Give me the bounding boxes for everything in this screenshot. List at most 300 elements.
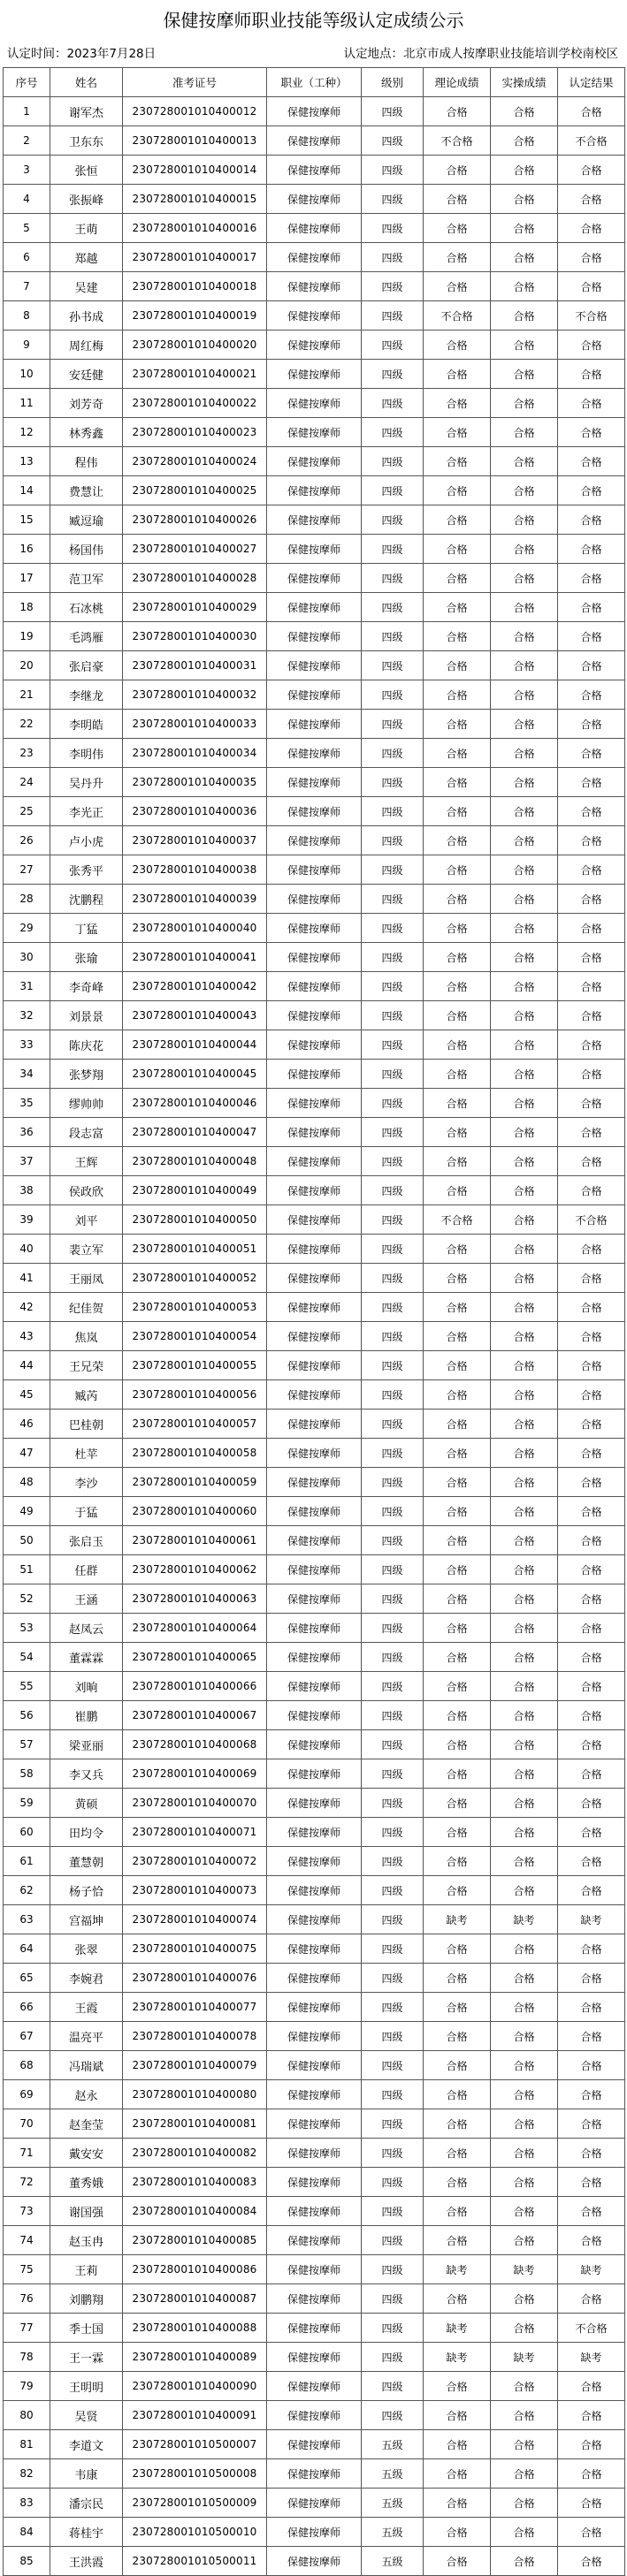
practical-score-cell: 合格 bbox=[491, 710, 558, 739]
seq-cell: 67 bbox=[4, 2022, 50, 2051]
seq-cell: 60 bbox=[4, 1818, 50, 1847]
theory-score-cell: 合格 bbox=[424, 2022, 491, 2051]
table-row bbox=[4, 1410, 625, 1439]
result-cell: 合格 bbox=[558, 1964, 625, 1993]
occupation-cell: 保健按摩师 bbox=[267, 2547, 362, 2576]
exam-number-cell: 230728001010500011 bbox=[123, 2547, 267, 2576]
occupation-cell: 保健按摩师 bbox=[267, 447, 362, 476]
result-cell: 合格 bbox=[558, 535, 625, 564]
seq-cell: 35 bbox=[4, 1089, 50, 1118]
table-row bbox=[4, 1351, 625, 1380]
result-cell: 合格 bbox=[558, 389, 625, 418]
table-row bbox=[4, 1555, 625, 1584]
seq-cell: 82 bbox=[4, 2459, 50, 2489]
seq-cell: 72 bbox=[4, 2168, 50, 2197]
theory-score-cell: 合格 bbox=[424, 243, 491, 272]
result-cell: 合格 bbox=[558, 272, 625, 301]
name-cell: 毛鸿雁 bbox=[50, 622, 123, 651]
seq-cell: 41 bbox=[4, 1264, 50, 1293]
table-row bbox=[4, 2197, 625, 2226]
name-cell: 刘鹏翔 bbox=[50, 2284, 123, 2314]
level-cell: 四级 bbox=[362, 2109, 424, 2139]
results-table bbox=[3, 67, 625, 2576]
theory-score-cell: 合格 bbox=[424, 447, 491, 476]
occupation-cell: 保健按摩师 bbox=[267, 2518, 362, 2547]
table-row bbox=[4, 1701, 625, 1730]
exam-number-cell: 230728001010400033 bbox=[123, 710, 267, 739]
level-cell: 四级 bbox=[362, 97, 424, 126]
occupation-cell: 保健按摩师 bbox=[267, 1730, 362, 1759]
occupation-cell: 保健按摩师 bbox=[267, 2284, 362, 2314]
result-cell: 合格 bbox=[558, 2547, 625, 2576]
theory-score-cell: 合格 bbox=[424, 214, 491, 243]
seq-cell: 47 bbox=[4, 1439, 50, 1468]
table-row bbox=[4, 1876, 625, 1905]
level-cell: 四级 bbox=[362, 2197, 424, 2226]
exam-number-cell: 230728001010400060 bbox=[123, 1497, 267, 1526]
name-cell: 董秀娥 bbox=[50, 2168, 123, 2197]
practical-score-cell: 合格 bbox=[491, 1205, 558, 1235]
table-row bbox=[4, 1643, 625, 1672]
theory-score-cell: 合格 bbox=[424, 2547, 491, 2576]
practical-score-cell: 合格 bbox=[491, 564, 558, 593]
seq-cell: 65 bbox=[4, 1964, 50, 1993]
table-row bbox=[4, 1934, 625, 1964]
exam-number-cell: 230728001010400069 bbox=[123, 1759, 267, 1789]
name-cell: 张恒 bbox=[50, 156, 123, 185]
occupation-cell: 保健按摩师 bbox=[267, 1993, 362, 2022]
exam-number-cell: 230728001010400049 bbox=[123, 1176, 267, 1205]
name-cell: 王萌 bbox=[50, 214, 123, 243]
practical-score-cell: 合格 bbox=[491, 331, 558, 360]
table-row bbox=[4, 214, 625, 243]
result-cell: 合格 bbox=[558, 2051, 625, 2080]
name-cell: 宫福坤 bbox=[50, 1905, 123, 1934]
level-cell: 四级 bbox=[362, 1993, 424, 2022]
theory-score-cell: 合格 bbox=[424, 1293, 491, 1322]
result-cell: 合格 bbox=[558, 447, 625, 476]
table-row bbox=[4, 651, 625, 680]
theory-score-cell: 合格 bbox=[424, 1322, 491, 1351]
occupation-cell: 保健按摩师 bbox=[267, 1818, 362, 1847]
table-row bbox=[4, 1468, 625, 1497]
table-row bbox=[4, 301, 625, 331]
level-cell: 四级 bbox=[362, 1235, 424, 1264]
table-row bbox=[4, 2401, 625, 2430]
level-cell: 五级 bbox=[362, 2459, 424, 2489]
level-cell: 四级 bbox=[362, 389, 424, 418]
result-cell: 合格 bbox=[558, 797, 625, 826]
level-cell: 四级 bbox=[362, 1876, 424, 1905]
result-cell: 合格 bbox=[558, 1584, 625, 1614]
theory-score-cell: 合格 bbox=[424, 97, 491, 126]
theory-score-cell: 合格 bbox=[424, 1730, 491, 1759]
name-cell: 梁亚丽 bbox=[50, 1730, 123, 1759]
name-cell: 安廷健 bbox=[50, 360, 123, 389]
practical-score-cell: 合格 bbox=[491, 1876, 558, 1905]
theory-score-cell: 合格 bbox=[424, 1060, 491, 1089]
level-cell: 四级 bbox=[362, 331, 424, 360]
exam-number-cell: 230728001010400023 bbox=[123, 418, 267, 447]
occupation-cell: 保健按摩师 bbox=[267, 1905, 362, 1934]
exam-number-cell: 230728001010400024 bbox=[123, 447, 267, 476]
table-row bbox=[4, 1526, 625, 1555]
table-row bbox=[4, 2314, 625, 2343]
result-cell: 合格 bbox=[558, 1235, 625, 1264]
header-level: 级别 bbox=[362, 68, 424, 97]
exam-number-cell: 230728001010400083 bbox=[123, 2168, 267, 2197]
table-row bbox=[4, 2051, 625, 2080]
theory-score-cell: 合格 bbox=[424, 1118, 491, 1147]
practical-score-cell: 合格 bbox=[491, 2547, 558, 2576]
practical-score-cell: 合格 bbox=[491, 1060, 558, 1089]
theory-score-cell: 合格 bbox=[424, 1934, 491, 1964]
exam-number-cell: 230728001010400029 bbox=[123, 593, 267, 622]
practical-score-cell: 合格 bbox=[491, 2430, 558, 2459]
seq-cell: 23 bbox=[4, 739, 50, 768]
practical-score-cell: 合格 bbox=[491, 360, 558, 389]
name-cell: 田均令 bbox=[50, 1818, 123, 1847]
result-cell: 缺考 bbox=[558, 2343, 625, 2372]
result-cell: 合格 bbox=[558, 418, 625, 447]
result-cell: 合格 bbox=[558, 943, 625, 972]
name-cell: 王涵 bbox=[50, 1584, 123, 1614]
seq-cell: 61 bbox=[4, 1847, 50, 1876]
occupation-cell: 保健按摩师 bbox=[267, 1235, 362, 1264]
table-row bbox=[4, 1322, 625, 1351]
seq-cell: 48 bbox=[4, 1468, 50, 1497]
exam-number-cell: 230728001010400044 bbox=[123, 1030, 267, 1060]
name-cell: 赵奎莹 bbox=[50, 2109, 123, 2139]
exam-number-cell: 230728001010400089 bbox=[123, 2343, 267, 2372]
exam-number-cell: 230728001010400078 bbox=[123, 2022, 267, 2051]
result-cell: 合格 bbox=[558, 2109, 625, 2139]
occupation-cell: 保健按摩师 bbox=[267, 1643, 362, 1672]
name-cell: 李奇峰 bbox=[50, 972, 123, 1001]
seq-cell: 18 bbox=[4, 593, 50, 622]
occupation-cell: 保健按摩师 bbox=[267, 2168, 362, 2197]
seq-cell: 37 bbox=[4, 1147, 50, 1176]
exam-number-cell: 230728001010400070 bbox=[123, 1789, 267, 1818]
result-cell: 合格 bbox=[558, 185, 625, 214]
theory-score-cell: 合格 bbox=[424, 1964, 491, 1993]
occupation-cell: 保健按摩师 bbox=[267, 855, 362, 885]
table-row bbox=[4, 2022, 625, 2051]
table-row bbox=[4, 1118, 625, 1147]
table-row bbox=[4, 535, 625, 564]
name-cell: 张振峰 bbox=[50, 185, 123, 214]
practical-score-cell: 合格 bbox=[491, 2284, 558, 2314]
exam-number-cell: 230728001010400039 bbox=[123, 885, 267, 914]
exam-number-cell: 230728001010500009 bbox=[123, 2489, 267, 2518]
exam-number-cell: 230728001010500007 bbox=[123, 2430, 267, 2459]
practical-score-cell: 合格 bbox=[491, 535, 558, 564]
result-cell: 合格 bbox=[558, 1293, 625, 1322]
occupation-cell: 保健按摩师 bbox=[267, 680, 362, 710]
theory-score-cell: 合格 bbox=[424, 1439, 491, 1468]
theory-score-cell: 合格 bbox=[424, 272, 491, 301]
table-row bbox=[4, 1176, 625, 1205]
occupation-cell: 保健按摩师 bbox=[267, 505, 362, 535]
table-row bbox=[4, 2518, 625, 2547]
name-cell: 王洪霞 bbox=[50, 2547, 123, 2576]
seq-cell: 12 bbox=[4, 418, 50, 447]
name-cell: 程伟 bbox=[50, 447, 123, 476]
practical-score-cell: 合格 bbox=[491, 2459, 558, 2489]
level-cell: 四级 bbox=[362, 885, 424, 914]
exam-location: 认定地点：北京市成人按摩职业技能培训学校南校区 bbox=[343, 47, 618, 61]
seq-cell: 5 bbox=[4, 214, 50, 243]
practical-score-cell: 合格 bbox=[491, 243, 558, 272]
practical-score-cell: 合格 bbox=[491, 2226, 558, 2255]
table-row bbox=[4, 447, 625, 476]
exam-number-cell: 230728001010400026 bbox=[123, 505, 267, 535]
theory-score-cell: 合格 bbox=[424, 2401, 491, 2430]
level-cell: 四级 bbox=[362, 2401, 424, 2430]
name-cell: 范卫军 bbox=[50, 564, 123, 593]
theory-score-cell: 合格 bbox=[424, 505, 491, 535]
seq-cell: 22 bbox=[4, 710, 50, 739]
occupation-cell: 保健按摩师 bbox=[267, 1118, 362, 1147]
occupation-cell: 保健按摩师 bbox=[267, 1614, 362, 1643]
exam-number-cell: 230728001010400015 bbox=[123, 185, 267, 214]
exam-number-cell: 230728001010400064 bbox=[123, 1614, 267, 1643]
table-row bbox=[4, 1993, 625, 2022]
level-cell: 四级 bbox=[362, 1555, 424, 1584]
occupation-cell: 保健按摩师 bbox=[267, 389, 362, 418]
practical-score-cell: 合格 bbox=[491, 1701, 558, 1730]
theory-score-cell: 合格 bbox=[424, 2168, 491, 2197]
exam-number-cell: 230728001010400071 bbox=[123, 1818, 267, 1847]
theory-score-cell: 合格 bbox=[424, 2372, 491, 2401]
occupation-cell: 保健按摩师 bbox=[267, 1264, 362, 1293]
exam-number-cell: 230728001010400055 bbox=[123, 1351, 267, 1380]
seq-cell: 51 bbox=[4, 1555, 50, 1584]
practical-score-cell: 合格 bbox=[491, 2168, 558, 2197]
practical-score-cell: 合格 bbox=[491, 301, 558, 331]
result-cell: 合格 bbox=[558, 2284, 625, 2314]
occupation-cell: 保健按摩师 bbox=[267, 2139, 362, 2168]
theory-score-cell: 合格 bbox=[424, 1614, 491, 1643]
name-cell: 李光正 bbox=[50, 797, 123, 826]
theory-score-cell: 合格 bbox=[424, 2489, 491, 2518]
name-cell: 韦康 bbox=[50, 2459, 123, 2489]
result-cell: 合格 bbox=[558, 1876, 625, 1905]
occupation-cell: 保健按摩师 bbox=[267, 2401, 362, 2430]
theory-score-cell: 合格 bbox=[424, 2051, 491, 2080]
table-row bbox=[4, 2547, 625, 2576]
seq-cell: 34 bbox=[4, 1060, 50, 1089]
seq-cell: 11 bbox=[4, 389, 50, 418]
table-body bbox=[4, 97, 625, 2576]
exam-number-cell: 230728001010400040 bbox=[123, 914, 267, 943]
exam-number-cell: 230728001010400035 bbox=[123, 768, 267, 797]
occupation-cell: 保健按摩师 bbox=[267, 1089, 362, 1118]
level-cell: 四级 bbox=[362, 2284, 424, 2314]
table-row bbox=[4, 97, 625, 126]
name-cell: 温亮平 bbox=[50, 2022, 123, 2051]
practical-score-cell: 合格 bbox=[491, 943, 558, 972]
table-row bbox=[4, 739, 625, 768]
practical-score-cell: 合格 bbox=[491, 2518, 558, 2547]
table-row bbox=[4, 2226, 625, 2255]
seq-cell: 84 bbox=[4, 2518, 50, 2547]
practical-score-cell: 合格 bbox=[491, 2372, 558, 2401]
name-cell: 石冰桃 bbox=[50, 593, 123, 622]
seq-cell: 46 bbox=[4, 1410, 50, 1439]
occupation-cell: 保健按摩师 bbox=[267, 2255, 362, 2284]
level-cell: 四级 bbox=[362, 505, 424, 535]
result-cell: 合格 bbox=[558, 1789, 625, 1818]
occupation-cell: 保健按摩师 bbox=[267, 1030, 362, 1060]
table-row bbox=[4, 272, 625, 301]
occupation-cell: 保健按摩师 bbox=[267, 1701, 362, 1730]
table-row bbox=[4, 826, 625, 855]
exam-number-cell: 230728001010400043 bbox=[123, 1001, 267, 1030]
level-cell: 四级 bbox=[362, 126, 424, 156]
level-cell: 四级 bbox=[362, 2168, 424, 2197]
result-cell: 合格 bbox=[558, 768, 625, 797]
occupation-cell: 保健按摩师 bbox=[267, 2430, 362, 2459]
seq-cell: 68 bbox=[4, 2051, 50, 2080]
table-row bbox=[4, 1905, 625, 1934]
name-cell: 周红梅 bbox=[50, 331, 123, 360]
seq-cell: 49 bbox=[4, 1497, 50, 1526]
theory-score-cell: 合格 bbox=[424, 1410, 491, 1439]
result-cell: 合格 bbox=[558, 1468, 625, 1497]
result-cell: 合格 bbox=[558, 2401, 625, 2430]
theory-score-cell: 合格 bbox=[424, 826, 491, 855]
result-cell: 合格 bbox=[558, 331, 625, 360]
level-cell: 四级 bbox=[362, 1934, 424, 1964]
result-cell: 合格 bbox=[558, 2080, 625, 2109]
table-row bbox=[4, 1380, 625, 1410]
result-cell: 合格 bbox=[558, 1497, 625, 1526]
exam-number-cell: 230728001010400050 bbox=[123, 1205, 267, 1235]
exam-number-cell: 230728001010400074 bbox=[123, 1905, 267, 1934]
table-row bbox=[4, 1964, 625, 1993]
table-row bbox=[4, 418, 625, 447]
level-cell: 四级 bbox=[362, 2139, 424, 2168]
level-cell: 四级 bbox=[362, 1818, 424, 1847]
exam-number-cell: 230728001010400019 bbox=[123, 301, 267, 331]
name-cell: 纪佳贺 bbox=[50, 1293, 123, 1322]
name-cell: 刘晌 bbox=[50, 1672, 123, 1701]
seq-cell: 39 bbox=[4, 1205, 50, 1235]
practical-score-cell: 合格 bbox=[491, 1614, 558, 1643]
name-cell: 李道文 bbox=[50, 2430, 123, 2459]
name-cell: 于猛 bbox=[50, 1497, 123, 1526]
table-row bbox=[4, 1672, 625, 1701]
exam-number-cell: 230728001010400016 bbox=[123, 214, 267, 243]
table-row bbox=[4, 768, 625, 797]
occupation-cell: 保健按摩师 bbox=[267, 243, 362, 272]
result-cell: 合格 bbox=[558, 1439, 625, 1468]
table-row bbox=[4, 156, 625, 185]
practical-score-cell: 合格 bbox=[491, 1351, 558, 1380]
theory-score-cell: 缺考 bbox=[424, 2343, 491, 2372]
practical-score-cell: 合格 bbox=[491, 2080, 558, 2109]
table-row bbox=[4, 1264, 625, 1293]
practical-score-cell: 合格 bbox=[491, 1089, 558, 1118]
name-cell: 赵永 bbox=[50, 2080, 123, 2109]
theory-score-cell: 合格 bbox=[424, 1468, 491, 1497]
theory-score-cell: 合格 bbox=[424, 476, 491, 505]
table-row bbox=[4, 855, 625, 885]
seq-cell: 15 bbox=[4, 505, 50, 535]
result-cell: 合格 bbox=[558, 476, 625, 505]
result-cell: 不合格 bbox=[558, 126, 625, 156]
level-cell: 四级 bbox=[362, 272, 424, 301]
practical-score-cell: 合格 bbox=[491, 1964, 558, 1993]
level-cell: 四级 bbox=[362, 2343, 424, 2372]
name-cell: 李明伟 bbox=[50, 739, 123, 768]
theory-score-cell: 合格 bbox=[424, 2430, 491, 2459]
exam-number-cell: 230728001010400087 bbox=[123, 2284, 267, 2314]
name-cell: 沈鹏程 bbox=[50, 885, 123, 914]
header-name: 姓名 bbox=[50, 68, 123, 97]
practical-score-cell: 合格 bbox=[491, 2109, 558, 2139]
occupation-cell: 保健按摩师 bbox=[267, 214, 362, 243]
result-cell: 合格 bbox=[558, 1380, 625, 1410]
exam-number-cell: 230728001010400034 bbox=[123, 739, 267, 768]
table-row bbox=[4, 972, 625, 1001]
level-cell: 四级 bbox=[362, 1643, 424, 1672]
practical-score-cell: 合格 bbox=[491, 1847, 558, 1876]
practical-score-cell: 合格 bbox=[491, 739, 558, 768]
seq-cell: 80 bbox=[4, 2401, 50, 2430]
theory-score-cell: 合格 bbox=[424, 360, 491, 389]
seq-cell: 76 bbox=[4, 2284, 50, 2314]
theory-score-cell: 合格 bbox=[424, 739, 491, 768]
occupation-cell: 保健按摩师 bbox=[267, 2343, 362, 2372]
theory-score-cell: 合格 bbox=[424, 1876, 491, 1905]
exam-number-cell: 230728001010400091 bbox=[123, 2401, 267, 2430]
practical-score-cell: 合格 bbox=[491, 622, 558, 651]
theory-score-cell: 合格 bbox=[424, 768, 491, 797]
result-cell: 合格 bbox=[558, 914, 625, 943]
theory-score-cell: 不合格 bbox=[424, 126, 491, 156]
name-cell: 王辉 bbox=[50, 1147, 123, 1176]
occupation-cell: 保健按摩师 bbox=[267, 2051, 362, 2080]
seq-cell: 45 bbox=[4, 1380, 50, 1410]
name-cell: 赵凤云 bbox=[50, 1614, 123, 1643]
name-cell: 王兄荣 bbox=[50, 1351, 123, 1380]
level-cell: 四级 bbox=[362, 972, 424, 1001]
theory-score-cell: 缺考 bbox=[424, 2314, 491, 2343]
level-cell: 四级 bbox=[362, 214, 424, 243]
seq-cell: 79 bbox=[4, 2372, 50, 2401]
occupation-cell: 保健按摩师 bbox=[267, 564, 362, 593]
name-cell: 冯瑞斌 bbox=[50, 2051, 123, 2080]
name-cell: 巴桂朝 bbox=[50, 1410, 123, 1439]
table-row bbox=[4, 1205, 625, 1235]
level-cell: 四级 bbox=[362, 2226, 424, 2255]
seq-cell: 66 bbox=[4, 1993, 50, 2022]
seq-cell: 19 bbox=[4, 622, 50, 651]
practical-score-cell: 合格 bbox=[491, 972, 558, 1001]
occupation-cell: 保健按摩师 bbox=[267, 126, 362, 156]
practical-score-cell: 合格 bbox=[491, 2051, 558, 2080]
practical-score-cell: 合格 bbox=[491, 1993, 558, 2022]
table-row bbox=[4, 1293, 625, 1322]
result-cell: 合格 bbox=[558, 1993, 625, 2022]
result-cell: 合格 bbox=[558, 1555, 625, 1584]
practical-score-cell: 合格 bbox=[491, 1410, 558, 1439]
name-cell: 王一霖 bbox=[50, 2343, 123, 2372]
result-cell: 合格 bbox=[558, 1934, 625, 1964]
exam-number-cell: 230728001010400084 bbox=[123, 2197, 267, 2226]
